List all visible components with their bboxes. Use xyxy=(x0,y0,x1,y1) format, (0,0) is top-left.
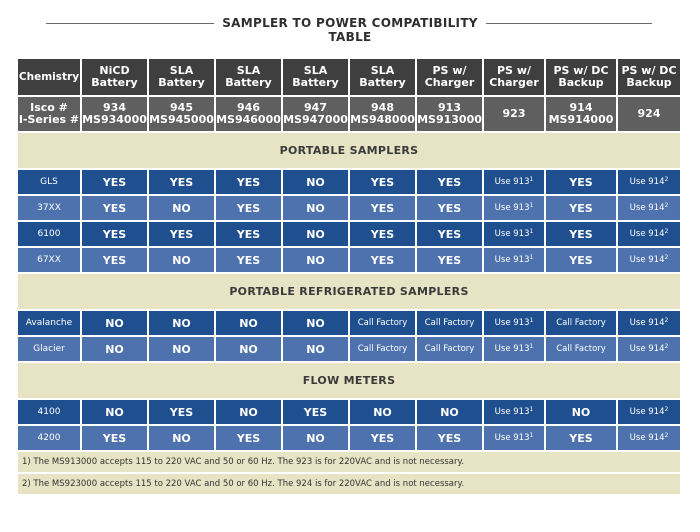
compatibility-cell: YES xyxy=(216,196,281,220)
footnote-marker: 2 xyxy=(664,228,669,235)
compatibility-cell: Use $914^2$ xyxy=(618,426,680,450)
compatibility-cell: YES xyxy=(149,170,214,194)
footnote-marker: 1 xyxy=(529,406,534,413)
table-row xyxy=(18,311,680,335)
column-header-cell xyxy=(283,59,348,95)
compatibility-table xyxy=(16,57,682,496)
footnote-marker: 1 xyxy=(529,317,534,324)
compatibility-cell: YES xyxy=(350,196,415,220)
cell-line: SLA xyxy=(370,64,395,77)
cell-line: MS913000 xyxy=(417,113,482,126)
compatibility-cell: YES xyxy=(417,170,482,194)
cell-line: Isco # xyxy=(30,101,68,114)
compatibility-cell: NO xyxy=(216,311,281,335)
compatibility-cell: YES xyxy=(350,170,415,194)
cell-line: NiCD xyxy=(99,64,130,77)
compatibility-cell: Call Factory xyxy=(546,311,616,335)
footnote-marker: 2 xyxy=(664,202,669,209)
compatibility-cell: NO xyxy=(149,196,214,220)
compatibility-cell: Use $913^1$ xyxy=(484,426,544,450)
column-header-cell xyxy=(484,59,544,95)
compatibility-cell: Use $914^2$ xyxy=(618,311,680,335)
column-header-cell xyxy=(216,97,281,131)
compatibility-cell: Use $913^1$ xyxy=(484,311,544,335)
title-rule-left xyxy=(46,23,214,24)
table-row xyxy=(18,222,680,246)
cell-line: PS w/ DC xyxy=(621,64,677,77)
column-header-cell xyxy=(417,97,482,131)
compatibility-cell: YES xyxy=(350,426,415,450)
compatibility-cell: YES xyxy=(82,196,147,220)
compatibility-cell: Use $914^2$ xyxy=(618,222,680,246)
compatibility-cell: YES xyxy=(283,400,348,424)
cell-line: 934 xyxy=(103,101,126,114)
compatibility-cell: NO xyxy=(283,170,348,194)
model-label-cell: 6100 xyxy=(18,222,80,246)
column-header-cell xyxy=(149,59,214,95)
footnote-text: 2) The MS923000 accepts 115 to 220 VAC and 50 or 60 Hz. The 924 is for 220VAC and is not necessary. xyxy=(18,474,680,494)
compatibility-cell: YES xyxy=(216,426,281,450)
compatibility-cell: NO xyxy=(283,337,348,361)
page-title: SAMPLER TO POWER COMPATIBILITY TABLE xyxy=(222,16,478,44)
cell-line: MS947000 xyxy=(283,113,348,126)
compatibility-cell: NO xyxy=(149,337,214,361)
compatibility-cell: YES xyxy=(149,400,214,424)
table-row xyxy=(18,400,680,424)
cell-line: Battery xyxy=(292,76,339,89)
cell-line: 914 xyxy=(569,101,593,114)
column-header-cell xyxy=(350,97,415,131)
cell-line: MS945000 xyxy=(149,113,214,126)
footnote-marker: 2 xyxy=(664,432,669,439)
compatibility-cell: YES xyxy=(417,222,482,246)
cell-line: 947 xyxy=(304,101,327,114)
compatibility-cell: YES xyxy=(417,196,482,220)
compatibility-cell: YES xyxy=(82,222,147,246)
cell-line: Backup xyxy=(626,76,672,89)
cell-line: Battery xyxy=(158,76,205,89)
compatibility-cell: NO xyxy=(149,426,214,450)
cell-line: Battery xyxy=(225,76,272,89)
compatibility-cell: Call Factory xyxy=(350,337,415,361)
section-title: PORTABLE REFRIGERATED SAMPLERS xyxy=(18,274,680,309)
compatibility-cell: YES xyxy=(546,196,616,220)
cell-line: MS948000 xyxy=(350,113,415,126)
compatibility-cell: NO xyxy=(82,311,147,335)
compatibility-cell: Use $913^1$ xyxy=(484,400,544,424)
column-header-cell xyxy=(618,59,680,95)
column-header-cell xyxy=(149,97,214,131)
cell-line: Backup xyxy=(558,76,604,89)
section-header-row xyxy=(18,274,680,309)
table-row xyxy=(18,170,680,194)
cell-line: SLA xyxy=(236,64,261,77)
compatibility-cell: NO xyxy=(350,400,415,424)
model-label-cell: Glacier xyxy=(18,337,80,361)
cell-line: PS w/ xyxy=(497,64,531,77)
cell-line: 946 xyxy=(237,101,260,114)
footnote-marker: 1 xyxy=(529,228,534,235)
cell-line: MS934000 xyxy=(82,113,147,126)
cell-line: MS914000 xyxy=(548,113,614,126)
compatibility-cell: Use $913^1$ xyxy=(484,248,544,272)
cell-line: 923 xyxy=(502,107,526,120)
model-label-cell: Avalanche xyxy=(18,311,80,335)
cell-line: Charger xyxy=(489,76,539,89)
compatibility-cell: NO xyxy=(216,337,281,361)
column-header-cell xyxy=(283,97,348,131)
compatibility-cell: Use $913^1$ xyxy=(484,222,544,246)
section-title: PORTABLE SAMPLERS xyxy=(18,133,680,168)
cell-line: Charger xyxy=(424,76,475,89)
row-header-cell xyxy=(18,59,80,95)
compatibility-cell: YES xyxy=(417,426,482,450)
compatibility-cell: Use $914^2$ xyxy=(618,248,680,272)
compatibility-cell: NO xyxy=(283,222,348,246)
cell-line: 924 xyxy=(637,107,661,120)
footnote-marker: 2 xyxy=(664,406,669,413)
footnote-marker: 1 xyxy=(529,176,534,183)
compatibility-cell: YES xyxy=(216,248,281,272)
column-header-cell xyxy=(546,97,616,131)
compatibility-cell: NO xyxy=(82,337,147,361)
footnote-marker: 1 xyxy=(529,343,534,350)
model-label-cell: 4200 xyxy=(18,426,80,450)
compatibility-cell: NO xyxy=(149,311,214,335)
compatibility-cell: NO xyxy=(283,248,348,272)
compatibility-cell: YES xyxy=(417,248,482,272)
compatibility-cell: NO xyxy=(546,400,616,424)
footnote-row xyxy=(18,452,680,472)
row-header-cell xyxy=(18,97,80,131)
compatibility-cell: Use $913^1$ xyxy=(484,196,544,220)
footnote-marker: 2 xyxy=(664,343,669,350)
table-row xyxy=(18,248,680,272)
cell-line: PS w/ xyxy=(432,64,467,77)
model-label-cell: GLS xyxy=(18,170,80,194)
section-header-row xyxy=(18,363,680,398)
column-header-cell xyxy=(82,59,147,95)
compatibility-cell: Call Factory xyxy=(417,311,482,335)
cell-line: 913 xyxy=(438,101,461,114)
footnote-marker: 2 xyxy=(664,176,669,183)
cell-line: Battery xyxy=(91,76,138,89)
table-row xyxy=(18,337,680,361)
cell-line: SLA xyxy=(303,64,328,77)
column-header-cell xyxy=(417,59,482,95)
header-row xyxy=(18,59,680,95)
compatibility-cell: YES xyxy=(82,426,147,450)
cell-line: MS946000 xyxy=(216,113,281,126)
section-header-row xyxy=(18,133,680,168)
footnote-marker: 1 xyxy=(529,202,534,209)
compatibility-cell: NO xyxy=(417,400,482,424)
compatibility-cell: NO xyxy=(283,426,348,450)
cell-line: 945 xyxy=(170,101,193,114)
compatibility-cell: NO xyxy=(283,196,348,220)
compatibility-cell: YES xyxy=(546,248,616,272)
compatibility-cell: Use $913^1$ xyxy=(484,337,544,361)
cell-line: PS w/ DC xyxy=(553,64,609,77)
compatibility-cell: Call Factory xyxy=(546,337,616,361)
cell-line: 948 xyxy=(371,101,394,114)
compatibility-cell: Call Factory xyxy=(417,337,482,361)
compatibility-cell: NO xyxy=(283,311,348,335)
column-header-cell xyxy=(546,59,616,95)
footnote-marker: 1 xyxy=(529,432,534,439)
footnote-text: 1) The MS913000 accepts 115 to 220 VAC and 50 or 60 Hz. The 923 is for 220VAC and is not necessary. xyxy=(18,452,680,472)
compatibility-cell: NO xyxy=(149,248,214,272)
table-row xyxy=(18,196,680,220)
compatibility-cell: YES xyxy=(350,222,415,246)
footnote-marker: 1 xyxy=(529,254,534,261)
table-row xyxy=(18,426,680,450)
compatibility-cell: YES xyxy=(216,222,281,246)
cell-line: I-Series # xyxy=(18,113,80,126)
compatibility-cell: YES xyxy=(82,170,147,194)
title-bar xyxy=(0,0,700,48)
cell-line: SLA xyxy=(169,64,194,77)
compatibility-cell: Call Factory xyxy=(350,311,415,335)
isco-number-row xyxy=(18,97,680,131)
model-label-cell: 67XX xyxy=(18,248,80,272)
column-header-cell xyxy=(82,97,147,131)
compatibility-cell: Use $914^2$ xyxy=(618,196,680,220)
cell-line: Battery xyxy=(359,76,406,89)
model-label-cell: 4100 xyxy=(18,400,80,424)
compatibility-cell: YES xyxy=(350,248,415,272)
compatibility-cell: YES xyxy=(546,222,616,246)
compatibility-cell: NO xyxy=(216,400,281,424)
model-label-cell: 37XX xyxy=(18,196,80,220)
column-header-cell xyxy=(216,59,281,95)
cell-line: Chemistry xyxy=(18,71,80,83)
footnote-row xyxy=(18,474,680,494)
footnote-marker: 2 xyxy=(664,317,669,324)
title-rule-right xyxy=(486,23,652,24)
compatibility-cell: YES xyxy=(216,170,281,194)
compatibility-cell: YES xyxy=(546,170,616,194)
footnote-marker: 2 xyxy=(664,254,669,261)
section-title: FLOW METERS xyxy=(18,363,680,398)
compatibility-cell: YES xyxy=(149,222,214,246)
compatibility-cell: Use $914^2$ xyxy=(618,337,680,361)
compatibility-cell: Use $914^2$ xyxy=(618,170,680,194)
compatibility-cell: YES xyxy=(82,248,147,272)
compatibility-cell: NO xyxy=(82,400,147,424)
column-header-cell xyxy=(350,59,415,95)
compatibility-cell: Use $914^2$ xyxy=(618,400,680,424)
compatibility-cell: Use $913^1$ xyxy=(484,170,544,194)
column-header-cell xyxy=(484,97,544,131)
column-header-cell xyxy=(618,97,680,131)
compatibility-cell: YES xyxy=(546,426,616,450)
